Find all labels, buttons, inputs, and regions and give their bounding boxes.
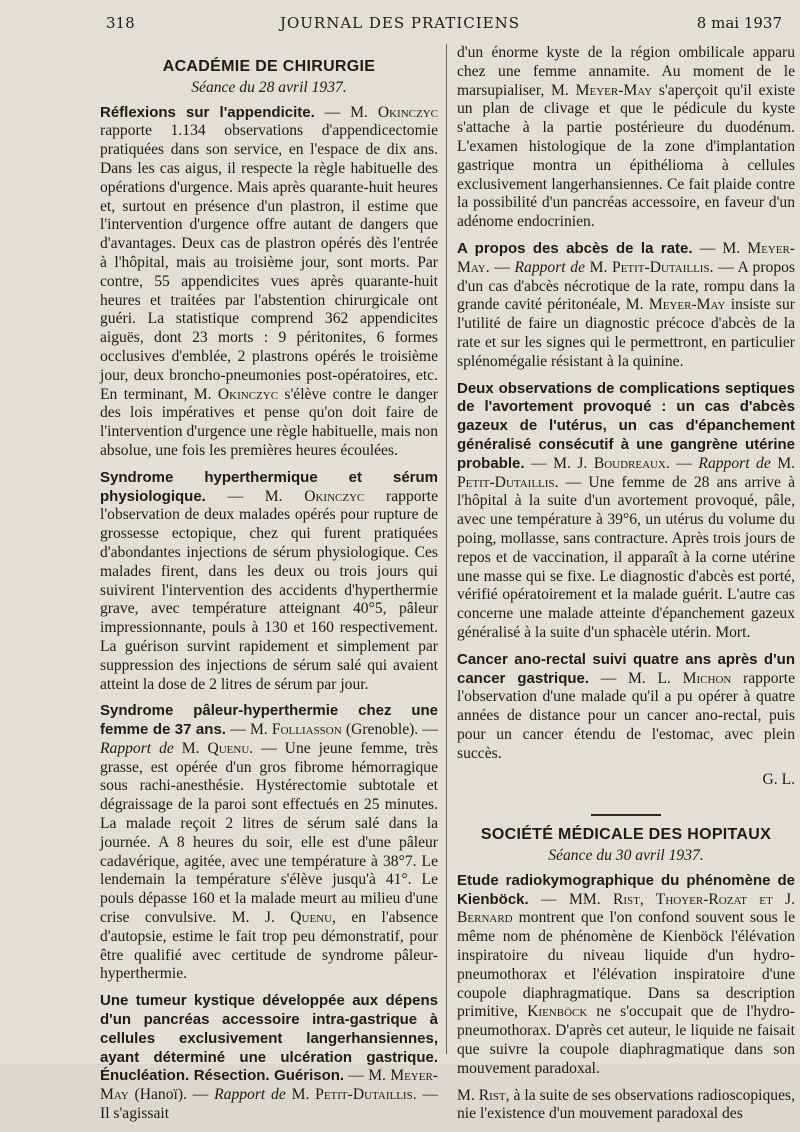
page-header [0,14,800,38]
article-tumeur-kystique: Une tumeur kystique développée aux dépens d'un pancréas accessoire intra-gastrique à cellules exclusivement langerhansiennes, ayant déterminé une ulcération gastrique. Énucléation. Résection. Guérison. — M. Meyer-May (Hanoï). — Rapport de M. Petit-Dutaillis. — Il s'agissait [100,992,439,1123]
article-rist: M. Rist, à la suite de ses observations radioscopiques, nie l'existence d'un mouvement paradoxal des [457,1086,795,1123]
right-column [457,44,795,1132]
article-title: A propos des abcès de la rate. [457,239,693,257]
article-syndrome-hyperthermique: Syndrome hyperthermique et sérum physiologique. — M. Okinczyc rapporte l'observation de deux malades opérés pour rupture de grossesse ectopique, chez qui furent pratiquées d'abondantes injections de sérum physiologique. Ces malades firent, dans les deux ou trois jours qui suivirent l'intervention des accidents d'hyperthermie grave, avec température atteignant 40°5, pâleur impressionnante, pouls à 130 et 160 respectivement. La guérison survint rapidement et simplement par suppression des injections de sérum salé qui avaient atteint la dose de 2 litres de sérum par jour. [100,468,438,693]
session-date: Séance du 28 avril 1937. [191,78,347,96]
author: Rist [478,1086,506,1104]
article-appendicite: Réflexions sur l'appendicite. — M. Okinczyc rapporte 1.134 observations d'appendicectomie pratiquées dans son service, en l'espace de dix ans. Dans les cas aigus, il respecte la règle habituelle des opérations d'urgence. Mais après quarante-huit heures et, surtout en présence d'un plastron, il estime que l'intervention d'urgence offre autant de dangers que d'avantages. Deux cas de plastron opérés dès l'entrée à l'hôpital, mais au troisième jour, sont morts. Par contre, 55 appendicites vues après quarante-huit heures et traitées par l'abstention chirurgicale ont guéri. La statistique comprend 362 appendicites aiguës, dont 23 morts : 9 péritonites, 6 formes occlusives d'emblée, 2 plastrons opérés le troisième jour, deux broncho-pneumonies post-opératoires, etc. En terminant, M. Okinczyc s'élève contre le danger des lois impératives et pense qu'on doit faire de l'intervention d'urgence une règle habituelle, mais non absolue, une fois les premières heures écoulées. [100,103,438,459]
issue-date: 8 mai 1937 [696,14,782,32]
article-abces-rate: A propos des abcès de la rate. — M. Meyer-May. — Rapport de M. Petit-Dutaillis. — A propos d'un cas d'abcès nécrotique de la rate, rompu dans la grande cavité péritonéale, M. Meyer-May insiste sur l'utilité de faire un diagnostic précoce d'abcès de la rate et sur les signes qui le permettront, en particulier splénomégalie résistant à la quinine. [457,239,795,370]
article-kienbock: Etude radiokymographique du phénomène de Kienböck. — MM. Rist, Thoyer-Rozat et J. Bernard montrent que l'on confond souvent sous le même nom de phénomène de Kienböck l'élévation inspiratoire du niveau liquide d'un hydro-pneumothorax et l'élévation inspiratoire d'une coupole diaphragmatique. Dans sa description primitive, Kienböck ne s'occupait que de l'hydro-pneumothorax. D'après cet auteur, le liquide ne faisait que suivre la coupole diaphragmatique dans son mouvement paradoxal. [457,871,795,1077]
article-syndrome-paleur: Syndrome pâleur-hyperthermie chez une femme de 37 ans. — M. Folliasson (Grenoble). — Rapport de M. Quenu. — Une jeune femme, très grasse, est opérée d'un gros fibrome hémorragique sous rachi-anesthésie. Hystérectomie subtotale et dégraissage de la paroi sont effectués en 25 minutes. La malade reçoit 2 litres de sérum salé dans la journée. A 8 heures du soir, elle est d'une pâleur cadavérique, agitée, avec une température à 38°7. Le lendemain la température s'élève jusqu'à 41°. Le pouls dépasse 160 et la malade meurt au milieu d'une crise convulsive. M. J. Quenu, en l'absence d'autopsie, estime le fait trop peu démonstratif, pour être qualifié avec certitude de syndrome pâleur-hyperthermie. [100,702,438,983]
author: Meyer-May [457,239,795,276]
section-separator [591,814,661,816]
author: Quenu [290,909,333,927]
article-tumeur-kystique-continued: d'un énorme kyste de la région ombilicale apparu chez une femme annamite. Au moment de le marsupialiser, M. Meyer-May s'aperçoit qu'il existe un plan de clivage et que le pédicule du kyste s'attache à la partie postérieure du duodénum. L'examen histologique de la zone d'implantation gastrique montra un épithélioma à cellules exclusivement langerhansiennes. Ce fait plaide contre la possibilité d'un pancréas accessoire, en faveur d'un adénome endocrinien. [457,44,796,231]
signature: G. L. [762,771,795,789]
author: Meyer-May [100,1067,438,1104]
author: Petit-Dutaillis [315,1086,413,1104]
article-cancer-ano-rectal: Cancer ano-rectal suivi quatre ans après d'un cancer gastrique. — M. L. Michon rapporte l'observation d'une malade qu'il a pu opérer à quatre années de distance pour un cancer ano-rectal, puis pour un cancer étendu de l'estomac, avec plein succès. [457,650,796,762]
author: Boudreaux [593,454,666,472]
article-title: Une tumeur kystique développée aux dépens d'un pancréas accessoire intra-gastrique à cellules exclusivement langerhansiennes, ayant déterminé une ulcération gastrique. Énucléation. Résection. Guérison. [100,992,438,1085]
author: Meyer-May [575,81,653,99]
author: Petit-Dutaillis [612,258,710,276]
article-title: Etude radiokymographique du phénomène de Kienböck. [457,871,795,908]
author: Petit-Dutaillis [457,473,555,491]
author: Meyer-May [648,296,726,314]
page-number: 318 [106,14,135,32]
section-title-societe: SOCIÉTÉ MÉDICALE DES HOPITAUX [480,826,772,844]
author: Rist, Thoyer-Rozat et J. Bernard [457,890,795,927]
author: Kienböck [527,1003,588,1021]
author: Michon [682,669,732,687]
article-complications-septiques: Deux observations de complications septiques de l'avortement provoqué : un cas d'abcès gazeux de l'utérus, un cas d'épanchement généralisé consécutif à une gangrène utérine probable. — M. J. Boudreaux. — Rapport de M. Petit-Dutaillis. — Une femme de 28 ans arrive à l'hôpital à la suite d'un avortement provoqué, pâle, avec une température à 39°6, un utérus du volume du poing, mollasse, sans contracture. Après trois jours de repos et de vaccination, il apparaît à la corne utérine une masse qui se fixe. Le diagnostic d'abcès est porté, vérifié opératoirement et la malade guérit. L'autre cas concerne une malade atteinte d'épanchement gazeux généralisé à la suite d'un sphacèle utérin. Mort. [457,379,796,641]
author: Okinczyc [304,487,365,505]
column-divider [446,44,447,1054]
article-title: Cancer ano-rectal suivi quatre ans après d'un cancer gastrique. [457,650,795,687]
author: Quenu [207,739,250,757]
left-column [100,44,438,1132]
article-title: Deux observations de complications septiques de l'avortement provoqué : un cas d'abcès gazeux de l'utérus, un cas d'épanchement généralisé consécutif à une gangrène utérine probable. [457,379,795,472]
article-title: Réflexions sur l'appendicite. [100,103,315,121]
session-date: Séance du 30 avril 1937. [548,847,704,865]
section-title-academie: ACADÉMIE DE CHIRURGIE [162,58,376,75]
author: Okinczyc [217,385,279,403]
author: Folliasson [271,721,342,739]
article-title: Syndrome pâleur-hyperthermie chez une femme de 37 ans. [100,702,438,739]
journal-title: JOURNAL DES PRATICIENS [279,14,521,32]
article-title: Syndrome hyperthermique et sérum physiologique. [100,468,438,505]
author: Okinczyc [377,103,438,121]
